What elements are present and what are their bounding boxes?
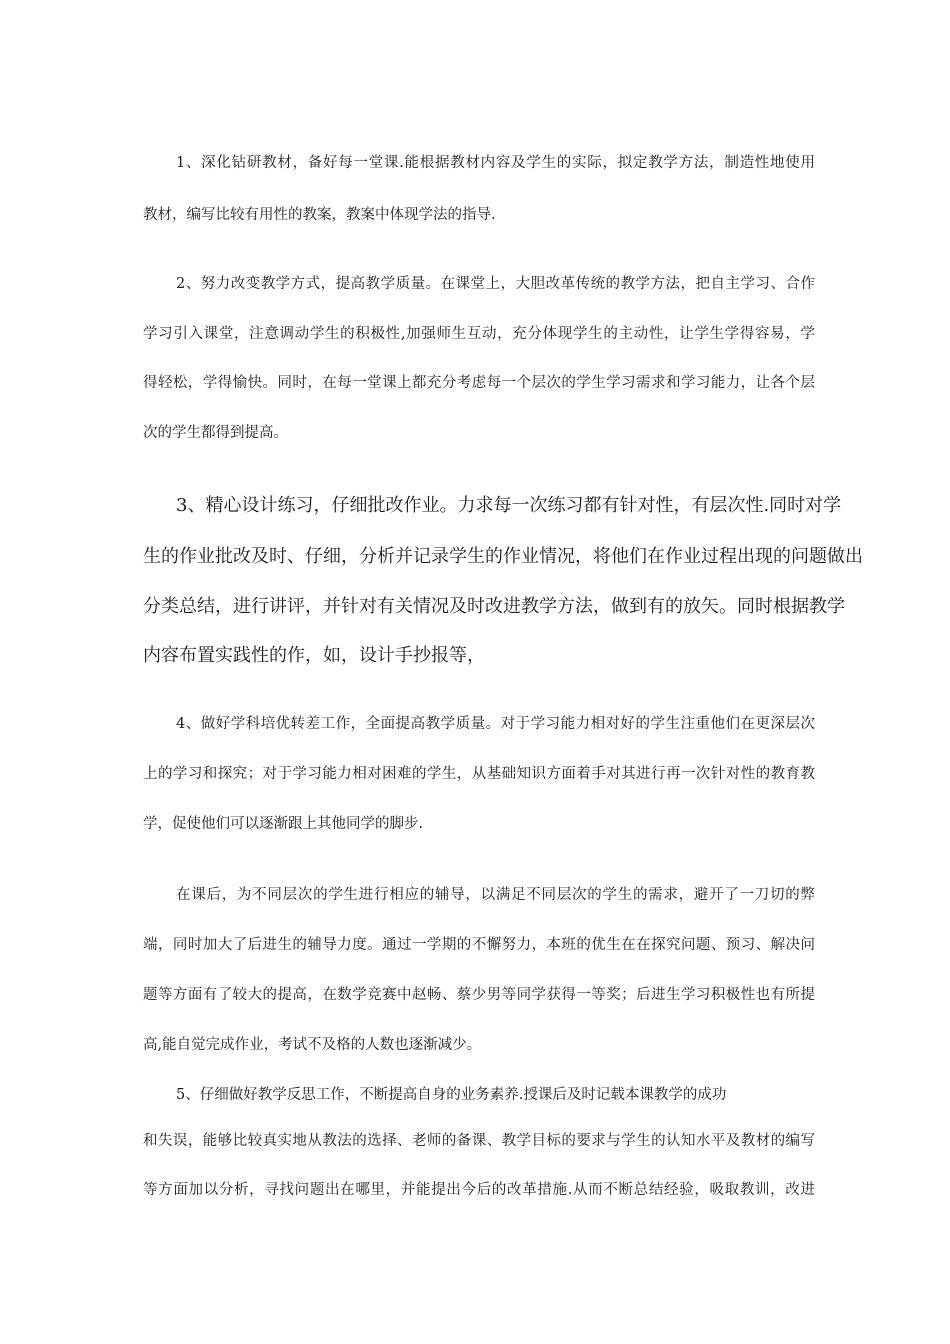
- paragraph-6-line-2: 和失误，能够比较真实地从教法的选择、老师的备课、教学目标的要求与学生的认知水平及教材的编写: [143, 1133, 815, 1149]
- paragraph-5-line-4: 高,能自觉完成作业，考试不及格的人数也逐渐减少。: [143, 1037, 482, 1053]
- paragraph-4-line-3: 学，促使他们可以逐渐跟上其他同学的脚步.: [143, 816, 424, 832]
- paragraph-3-line-4: 内容布置实践性的作，如，设计手抄报等，: [143, 645, 485, 666]
- paragraph-2-line-1: 2、努力改变教学方式，提高教学质量。在课堂上，大胆改革传统的教学方法，把自主学习、合作: [176, 276, 815, 292]
- paragraph-6-line-1: 5、仔细做好教学反思工作，不断提高自身的业务素养.授课后及时记载本课教学的成功: [176, 1087, 727, 1103]
- paragraph-1-line-1: 1、深化钻研教材，备好每一堂课.能根据教材内容及学生的实际，拟定教学方法，制造性地使用: [176, 155, 815, 171]
- paragraph-5-line-2: 端，同时加大了后进生的辅导力度。通过一学期的不懈努力，本班的优生在在探究问题、预习、解决问: [143, 937, 815, 953]
- paragraph-5-line-1: 在课后，为不同层次的学生进行相应的辅导，以满足不同层次的学生的需求，避开了一刀切的弊: [176, 887, 815, 903]
- paragraph-4-line-1: 4、做好学科培优转差工作，全面提高教学质量。对于学习能力相对好的学生注重他们在更深层次: [176, 716, 815, 732]
- paragraph-2-line-2: 学习引入课堂，注意调动学生的积极性,加强师生互动，充分体现学生的主动性，让学生学得容易，学: [143, 326, 815, 342]
- paragraph-5-line-3: 题等方面有了较大的提高，在数学竞赛中赵畅、蔡少男等同学获得一等奖；后进生学习积极性也有所提: [143, 987, 815, 1003]
- paragraph-6-line-3: 等方面加以分析，寻找问题出在哪里，并能提出今后的改革措施.从而不断总结经验，吸取教训，改进: [143, 1182, 815, 1198]
- paragraph-2-line-4: 次的学生都得到提高。: [143, 425, 288, 441]
- paragraph-4-line-2: 上的学习和探究；对于学习能力相对困难的学生，从基础知识方面着手对其进行再一次针对性的教育教: [143, 766, 815, 782]
- paragraph-3-line-1: 3、精心设计练习，仔细批改作业。力求每一次练习都有针对性，有层次性.同时对学: [176, 495, 842, 516]
- paragraph-3-line-2: 生的作业批改及时、仔细，分析并记录学生的作业情况，将他们在作业过程出现的问题做出: [143, 546, 863, 567]
- paragraph-2-line-3: 得轻松，学得愉快。同时，在每一堂课上都充分考虑每一个层次的学生学习需求和学习能力，让各个层: [143, 375, 815, 391]
- paragraph-1-line-2: 教材，编写比较有用性的教案，教案中体现学法的指导.: [143, 207, 496, 223]
- paragraph-3-line-3: 分类总结，进行讲评，并针对有关情况及时改进教学方法，做到有的放矢。同时根据教学: [143, 596, 845, 617]
